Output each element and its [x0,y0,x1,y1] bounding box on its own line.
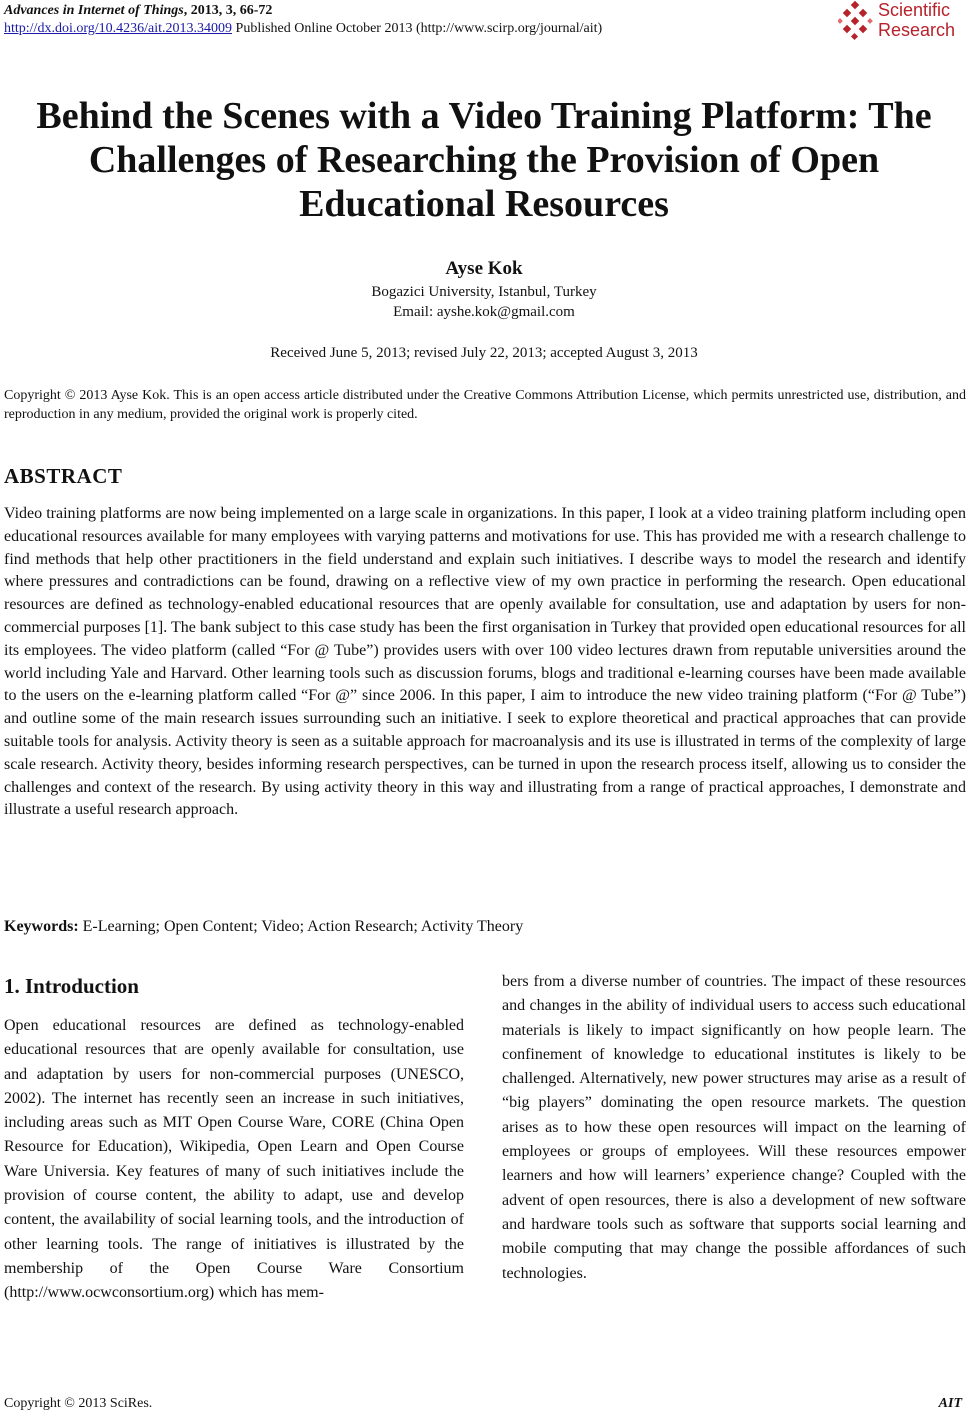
journal-citation [4,3,272,19]
author-name: Ayse Kok [445,258,523,279]
body-column-left: Open educational resources are defined as technology-enabled educational resources that are openly available for consultation, use and adaptation by users for non-commercial purposes (UNESCO, 2002). The internet has recently seen an increase in such initiatives, including areas such as MIT Open Course Ware, CORE (China Open Resource for Education), Wikipedia, Open Learn and Open Course Ware Universia. Key features of many of such initiatives include the provision of course content, the ability to adapt, use and develop content, the availability of social learning tools, and the introduction of other learning tools. The range of initiatives is illustrated by the membership of the Open Course Ware Consortium (http://www.ocwconsortium.org) which has mem- [4,1017,464,1302]
keywords [4,918,523,936]
body-column-right: bers from a diverse number of countries. The impact of these resources and changes in the ability of individual users to access such educational materials is likely to impact significantly on how people learn. The confinement of knowledge to educational institutes is likely to be challenged. Alternatively, new power structures may arise as a result of “big players” dominating the open resource markets. The question arises as to how these open resources will impact on the learning of employees or groups of employees. Will these resources empower learners and how will learners’ experience change? Coupled with the advent of open resources, there is also a development of new software and hardware tools such as software that supports social learning and mobile computing that may change the possible affordances of such technologies. [502,973,966,1282]
section-heading-introduction: 1. Introduction [4,974,139,998]
logo-word-scientific: Scientific [878,0,951,20]
journal-name: Advances in Internet of Things [4,3,184,18]
doi-link[interactable]: http://dx.doi.org/10.4236/ait.2013.34009 [4,21,233,36]
doi-line [4,21,602,37]
footer-copyright: Copyright © 2013 SciRes. [4,1396,153,1411]
abstract-body: Video training platforms are now being implemented on a large scale in organizations. In this paper, I look at a video training platform including open educational resources available for many employees with varying patterns and motivations for use. This has provided me with a research challenge to find methods that help other practitioners in the field understand and explain such initiatives. I describe ways to model the research and identify where pressures and contradictions can be found, drawing on a reflective view of my own practice in performing the research. Open educational resources are defined as technology-enabled educational resources that are openly available for consultation, use and adaptation by users for non-commercial purposes [1]. The bank subject to this case study has been the first organisation in Turkey that provided open educational resources for all its employees. The video platform (called “For @ Tube”) provides users with over 100 video lectures drawn from reputable universities around the world including Yale and Harvard. Other learning tools such as discussion forums, blogs and traditional e-learning courses have been made available to the users on the e-learning platform called “For @” since 2006. In this paper, I aim to introduce the new video training platform (“For @ Tube”) and outline some of the main research issues surrounding such an initiative. I seek to explore theoretical and practical approaches that can provide suitable tools for analysis. Activity theory is seen as a suitable approach for macroanalysis and its use is illustrated in terms of the complexity of large scale research. Activity theory, besides informing research perspectives, can be turned in upon the research process itself, allowing us to consider the challenges and context of the research. By using activity theory in this way and illustrating from a range of practical approaches, I demonstrate and illustrate a useful research approach. [4,505,966,819]
publication-info: Published Online October 2013 (http://www.scirp.org/journal/ait) [232,21,603,36]
footer-journal-abbr: AIT [938,1396,962,1411]
logo-mark-icon [838,1,874,41]
volume-info: , 2013, 3, 66-72 [183,3,273,18]
author-affiliation: Bogazici University, Istanbul, Turkey [371,284,597,300]
author-email: Email: ayshe.kok@gmail.com [393,304,575,320]
keywords-label: Keywords: [4,918,79,935]
scientific-research-logo [838,1,966,41]
copyright-notice: Copyright © 2013 Ayse Kok. This is an open access article distributed under the Creative Commons Attribution License, which permits unrestricted use, distribution, and reproduction in any medium, provided the original work is properly cited. [4,388,966,422]
paper-title: Behind the Scenes with a Video Training Platform: The Challenges of Researching the Provision of Open Educational Resources [36,95,932,225]
keywords-list: E-Learning; Open Content; Video; Action Research; Activity Theory [78,918,524,935]
logo-word-research: Research [878,20,956,40]
abstract-heading: ABSTRACT [4,464,123,488]
received-dates: Received June 5, 2013; revised July 22, 2013; accepted August 3, 2013 [270,345,698,361]
